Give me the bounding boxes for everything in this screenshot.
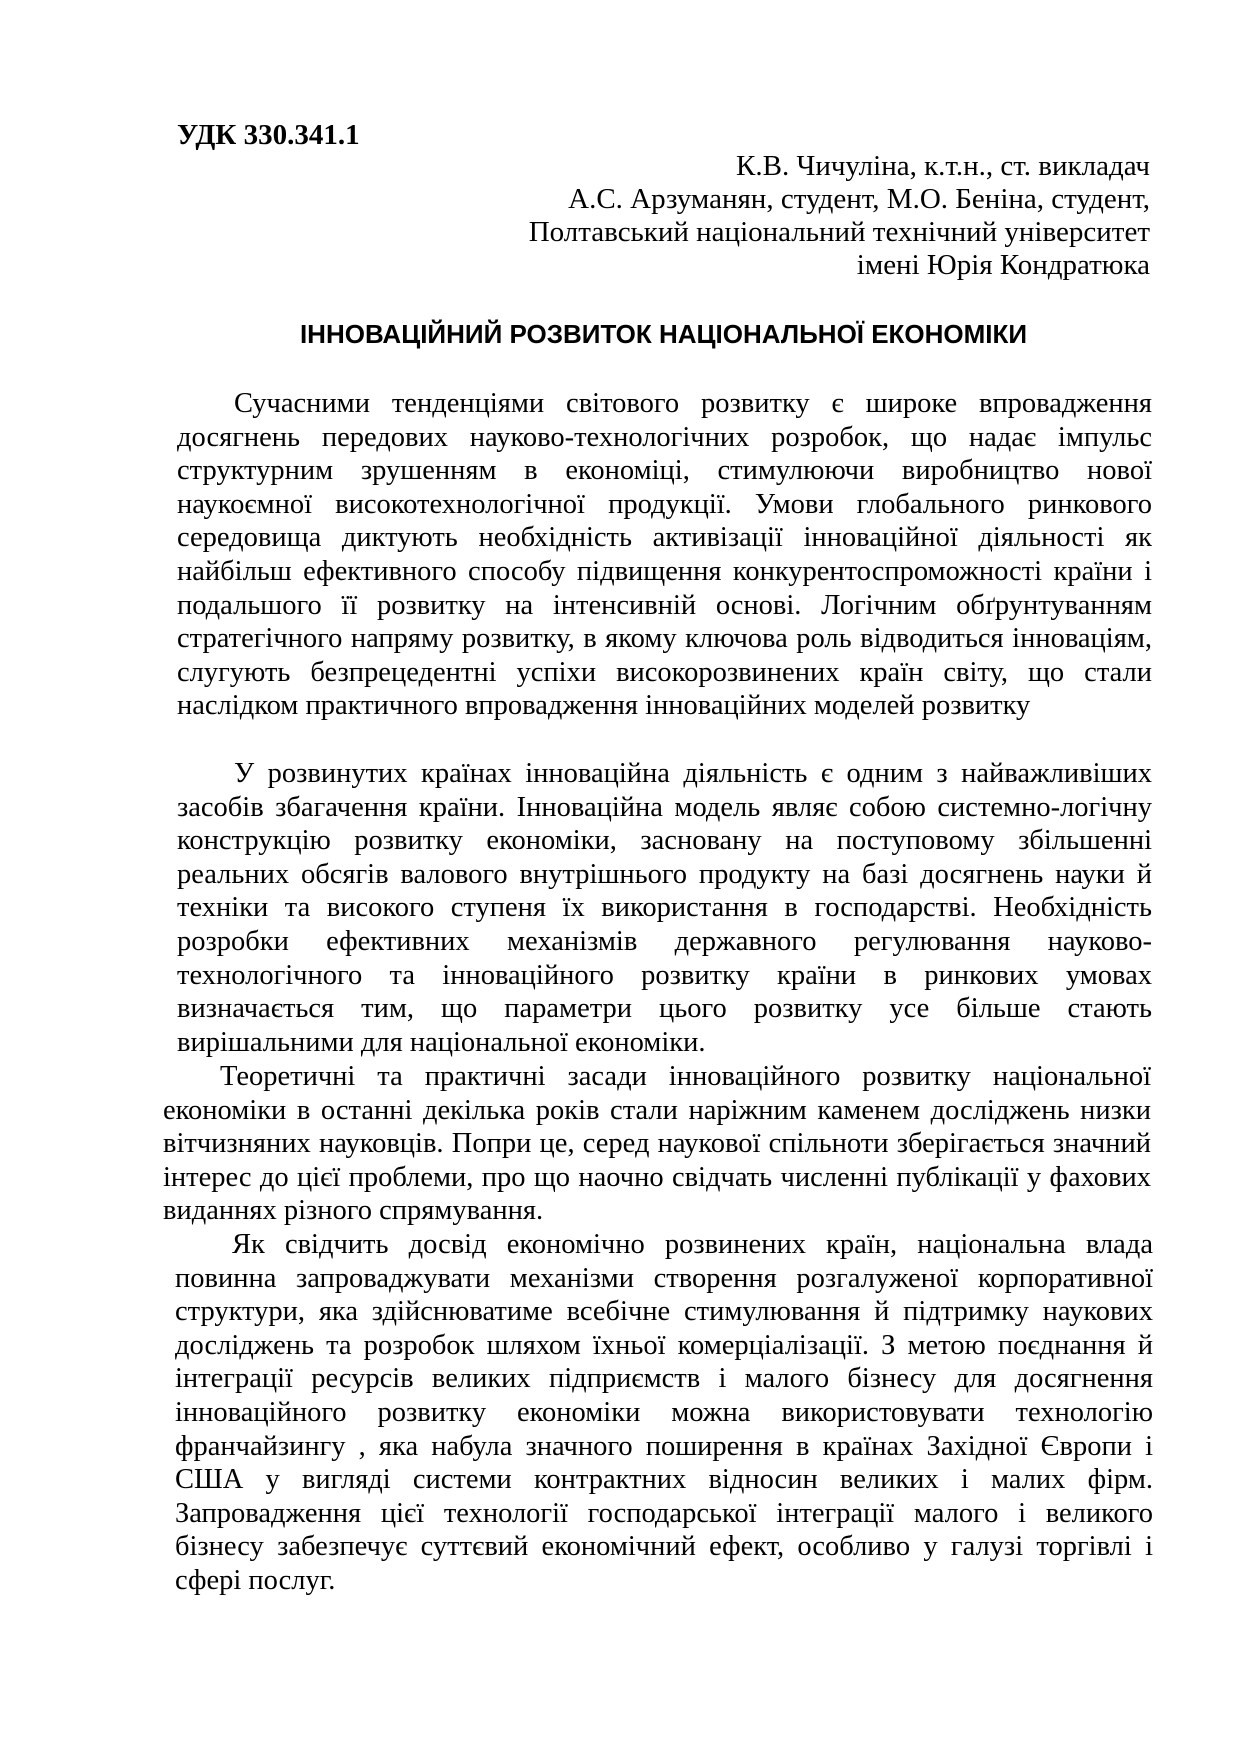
body-paragraph: Як свідчить досвід економічно розвинених країн, національна влада повинна запроваджувати механізми створення розгалуженої корпоративної структури, яка здійснюватиме всебічне стимулювання й підтримку наукових досліджень та розробок шляхом їхньої комерціалізації. З метою поєднання й інтеграції ресурсів великих підприємств і малого бізнесу для досягнення інноваційного розвитку економіки можна використовувати технологію франчайзингу , яка набула значного поширення в країнах Західної Європи і США у вигляді системи контрактних відносин великих і малих фірм. Запровадження цієї технології господарської інтеграції малого і великого бізнесу забезпечує суттєвий економічний ефект, особливо у галузі торгівлі і сфері послуг. [175,1229,1153,1596]
paragraph-block [177,757,1152,1059]
paragraph-block [163,1060,1151,1228]
affiliation-line: імені Юрія Кондратюка [856,249,1150,281]
udk-code: УДК 330.341.1 [177,119,360,151]
body-paragraph: Сучасними тенденціями світового розвитку є широке впровадження досягнень передових науково-технологічних розробок, що надає імпульс структурним зрушенням в економіці, стимулюючи виробництво нової наукоємної високотехнологічної продукції. Умови глобального ринкового середовища диктують необхідність активізації інноваційної діяльності як найбільш ефективного способу підвищення конкурентоспроможності країни і подальшого її розвитку на інтенсивній основі. Логічним обґрунтуванням стратегічного напряму розвитку, в якому ключова роль відводиться інноваціям, слугують безпрецедентні успіхи високорозвинених країн світу, що стали наслідком практичного впровадження інноваційних моделей розвитку [177,388,1152,722]
author-line: К.В. Чичуліна, к.т.н., ст. викладач [736,150,1150,182]
affiliation-line: Полтавський національний технічний університет [528,216,1150,248]
body-paragraph: У розвинутих країнах інноваційна діяльність є одним з найважливіших засобів збагачення країни. Інноваційна модель являє собою системно-логічну конструкцію розвитку економіки, засновану на поступовому збільшенні реальних обсягів валового внутрішнього продукту на базі досягнень науки й техніки та високого ступеня їх використання в господарстві. Необхідність розробки ефективних механізмів державного регулювання науково-технологічного та інноваційного розвитку країни в ринкових умовах визначається тим, що параметри цього розвитку усе більше стають вирішальними для національної економіки. [177,758,1152,1058]
body-paragraph: Теоретичні та практичні засади інноваційного розвитку національної економіки в останні декілька років стали наріжним каменем досліджень низки вітчизняних науковців. Попри це, серед наукової спільноти зберігається значний інтерес до цієї проблеми, про що наочно свідчать численні публікації у фахових виданнях різного спрямування. [163,1061,1151,1227]
author-line: А.С. Арзуманян, студент, М.О. Беніна, студент, [568,183,1150,215]
paper-title: ІННОВАЦІЙНИЙ РОЗВИТОК НАЦІОНАЛЬНОЇ ЕКОНОМІКИ [299,319,1028,349]
paragraph-block [175,1228,1153,1598]
paragraph-block [177,387,1152,723]
authors-block [529,150,1150,282]
